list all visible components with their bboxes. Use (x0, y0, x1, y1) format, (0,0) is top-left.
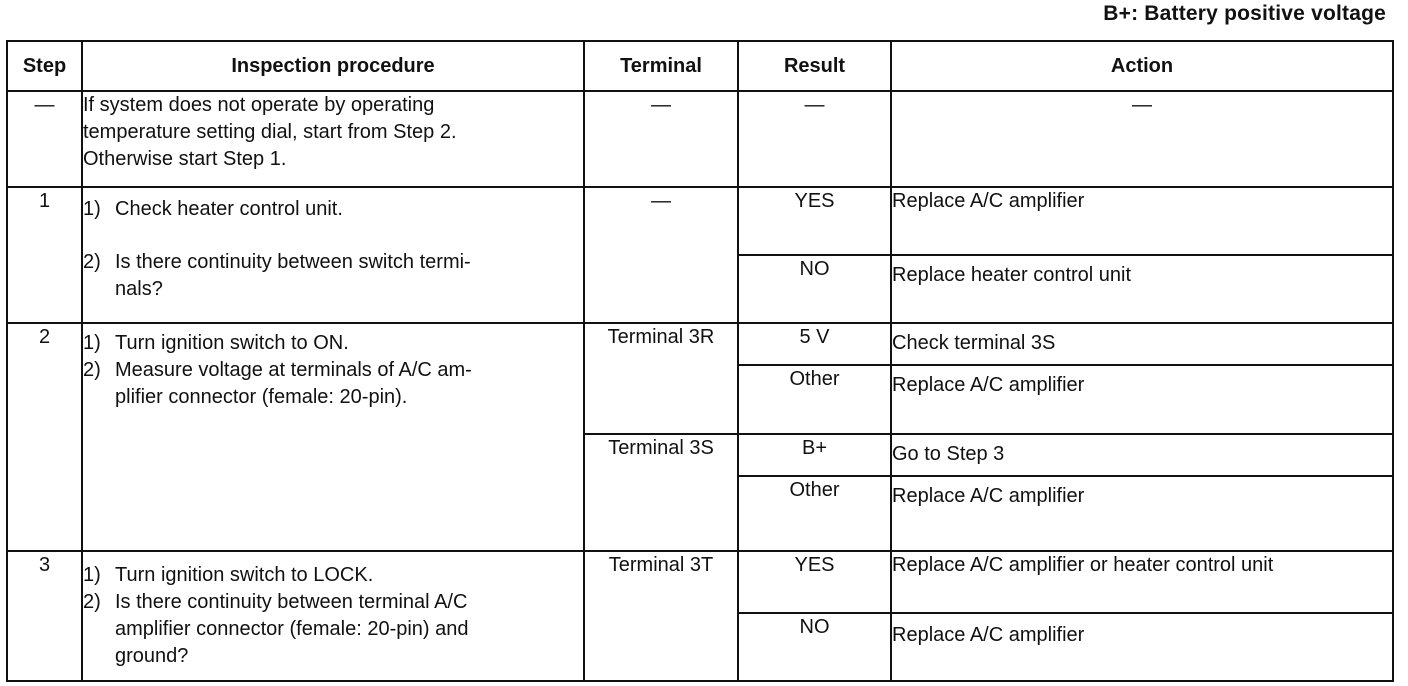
result-cell: — (738, 91, 891, 187)
terminal-cell: — (584, 187, 738, 323)
action-cell: Replace A/C amplifier (891, 613, 1393, 681)
table-row (7, 187, 1393, 255)
action-cell: Replace A/C amplifier (891, 365, 1393, 434)
step-number: 1) (83, 332, 101, 354)
result-cell: NO (738, 613, 891, 681)
inspection-table (6, 40, 1394, 682)
header-row (7, 41, 1393, 91)
result-cell: YES (738, 551, 891, 613)
step-text-line: Is there continuity between terminal A/C (115, 591, 468, 613)
procedure-cell (82, 187, 584, 323)
procedure-step (83, 330, 583, 357)
action-cell: Replace A/C amplifier (891, 187, 1393, 255)
step-text-line: Is there continuity between switch termi- (115, 251, 471, 273)
step-number: 2) (83, 251, 101, 273)
step-text-line: nals? (115, 278, 163, 300)
result-cell: 5 V (738, 323, 891, 365)
terminal-cell: Terminal 3R (584, 323, 738, 434)
result-cell: B+ (738, 434, 891, 476)
result-header: Result (738, 41, 891, 91)
step-cell: — (7, 91, 82, 187)
procedure-line: temperature setting dial, start from Step 2. (83, 121, 457, 143)
result-cell: Other (738, 476, 891, 551)
procedure-cell (82, 91, 584, 187)
terminal-cell: — (584, 91, 738, 187)
table-row (7, 323, 1393, 365)
terminal-cell: Terminal 3S (584, 434, 738, 551)
step-cell: 2 (7, 323, 82, 551)
terminal-cell: Terminal 3T (584, 551, 738, 681)
procedure-cell (82, 551, 584, 681)
procedure-line: If system does not operate by operating (83, 94, 435, 116)
step-text: Check heater control unit. (115, 198, 343, 220)
procedure-step (83, 562, 583, 589)
action-cell: Replace A/C amplifier (891, 476, 1393, 551)
step-text-line: Measure voltage at terminals of A/C am- (115, 359, 472, 381)
result-cell: NO (738, 255, 891, 323)
step-text-line: plifier connector (female: 20-pin). (115, 386, 408, 408)
step-text-line: amplifier connector (female: 20-pin) and (115, 618, 469, 640)
step-text: Turn ignition switch to LOCK. (115, 564, 374, 586)
procedure-step (83, 249, 583, 303)
procedure-step (83, 589, 583, 670)
step-text (115, 589, 469, 670)
step-number: 1) (83, 198, 101, 220)
table-row (7, 551, 1393, 613)
step-text: Turn ignition switch to ON. (115, 332, 349, 354)
battery-voltage-note: B+: Battery positive voltage (1103, 2, 1386, 25)
step-text (115, 357, 472, 411)
terminal-header: Terminal (584, 41, 738, 91)
action-cell: Go to Step 3 (891, 434, 1393, 476)
action-cell: Replace heater control unit (891, 255, 1393, 323)
step-number: 1) (83, 564, 101, 586)
step-cell: 3 (7, 551, 82, 681)
result-cell: YES (738, 187, 891, 255)
procedure-step (83, 357, 583, 411)
step-number: 2) (83, 591, 101, 613)
step-header: Step (7, 41, 82, 91)
procedure-step (83, 196, 583, 223)
table-row (7, 91, 1393, 187)
action-cell: Check terminal 3S (891, 323, 1393, 365)
step-text (115, 249, 471, 303)
step-number: 2) (83, 359, 101, 381)
procedure-line: Otherwise start Step 1. (83, 148, 287, 170)
result-cell: Other (738, 365, 891, 434)
step-text-line: ground? (115, 645, 189, 667)
action-cell: — (891, 91, 1393, 187)
procedure-header: Inspection procedure (82, 41, 584, 91)
action-cell: Replace A/C amplifier or heater control unit (891, 551, 1393, 613)
action-header: Action (891, 41, 1393, 91)
procedure-cell (82, 323, 584, 551)
step-cell: 1 (7, 187, 82, 323)
